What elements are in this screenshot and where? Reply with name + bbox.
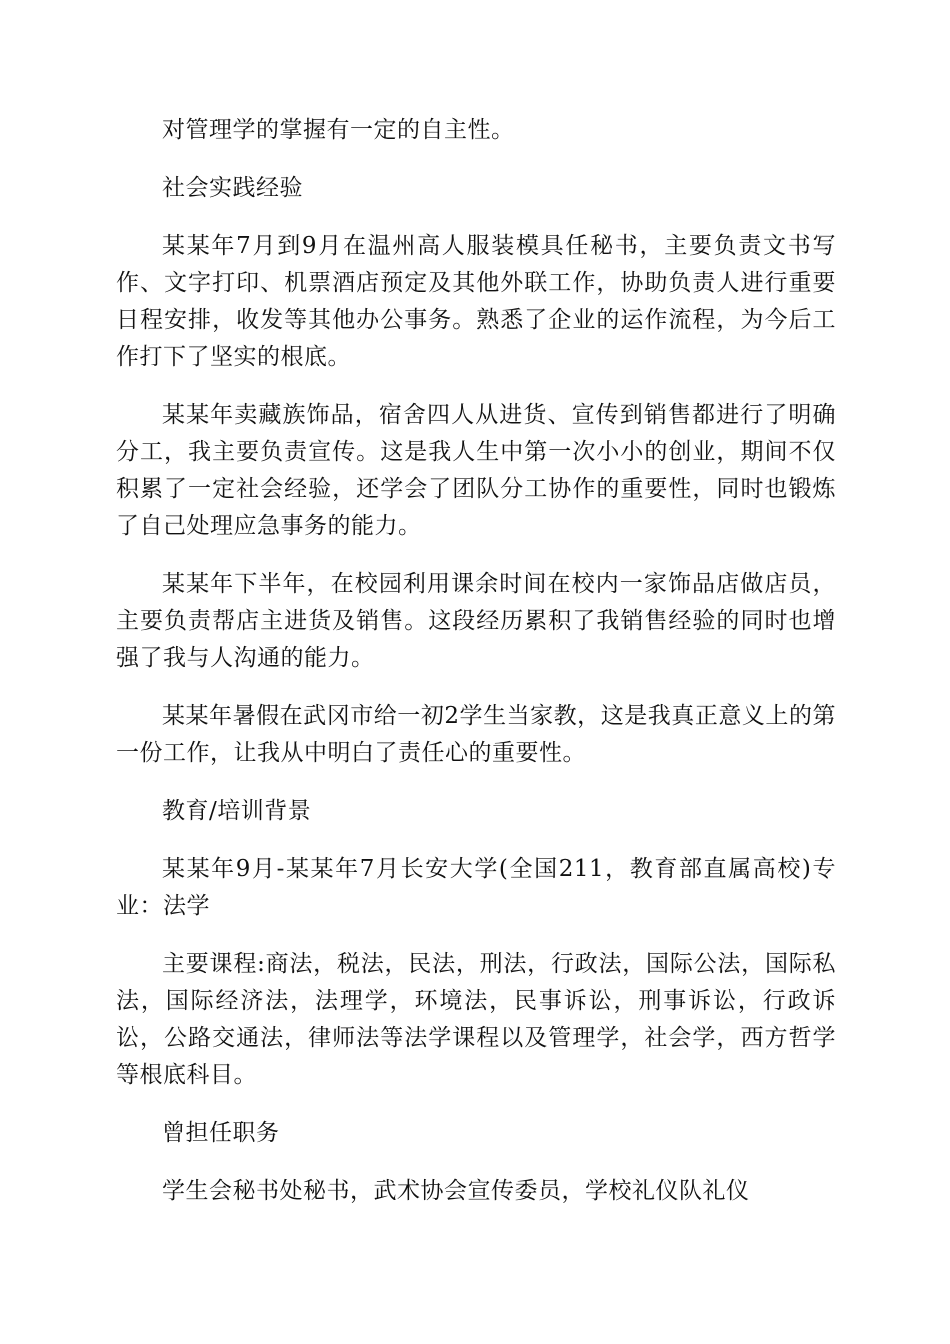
paragraph-shop-assistant: 某某年下半年，在校园利用课余时间在校内一家饰品店做店员，主要负责帮店主进货及销售。这段经历累积了我销售经验的同时也增强了我与人沟通的能力。 (116, 571, 836, 671)
document-body (116, 112, 836, 1231)
paragraph-university: 某某年9月-某某年7月长安大学(全国211，教育部直属高校)专业：法学 (116, 856, 836, 919)
paragraph-courses: 主要课程:商法，税法，民法，刑法，行政法，国际公法，国际私法，国际经济法，法理学，环境法，民事诉讼，刑事诉讼，行政诉讼，公路交通法，律师法等法学课程以及管理学，社会学，西方哲学等根底科目。 (116, 951, 836, 1088)
section-heading-education: 教育/培训背景 (162, 798, 312, 824)
paragraph-tibetan-ornaments: 某某年卖藏族饰品，宿舍四人从进货、宣传到销售都进行了明确分工，我主要负责宣传。这是我人生中第一次小小的创业，期间不仅积累了一定社会经验，还学会了团队分工协作的重要性，同时也锻炼了自己处理应急事务的能力。 (116, 402, 836, 539)
paragraph-self-study: 对管理学的掌握有一定的自主性。 (162, 117, 515, 143)
section-heading-positions: 曾担任职务 (162, 1120, 280, 1146)
paragraph-secretary-job: 某某年7月到9月在温州高人服装模具任秘书，主要负责文书写作、文字打印、机票酒店预定及其他外联工作，协助负责人进行重要日程安排，收发等其他办公事务。熟悉了企业的运作流程，为今后工作打下了坚实的根底。 (116, 233, 836, 370)
section-heading-social-practice: 社会实践经验 (162, 175, 303, 201)
paragraph-tutor: 某某年暑假在武冈市给一初2学生当家教，这是我真正意义上的第一份工作，让我从中明白了责任心的重要性。 (116, 703, 836, 766)
paragraph-positions: 学生会秘书处秘书，武术协会宣传委员，学校礼仪队礼仪 (162, 1178, 750, 1204)
